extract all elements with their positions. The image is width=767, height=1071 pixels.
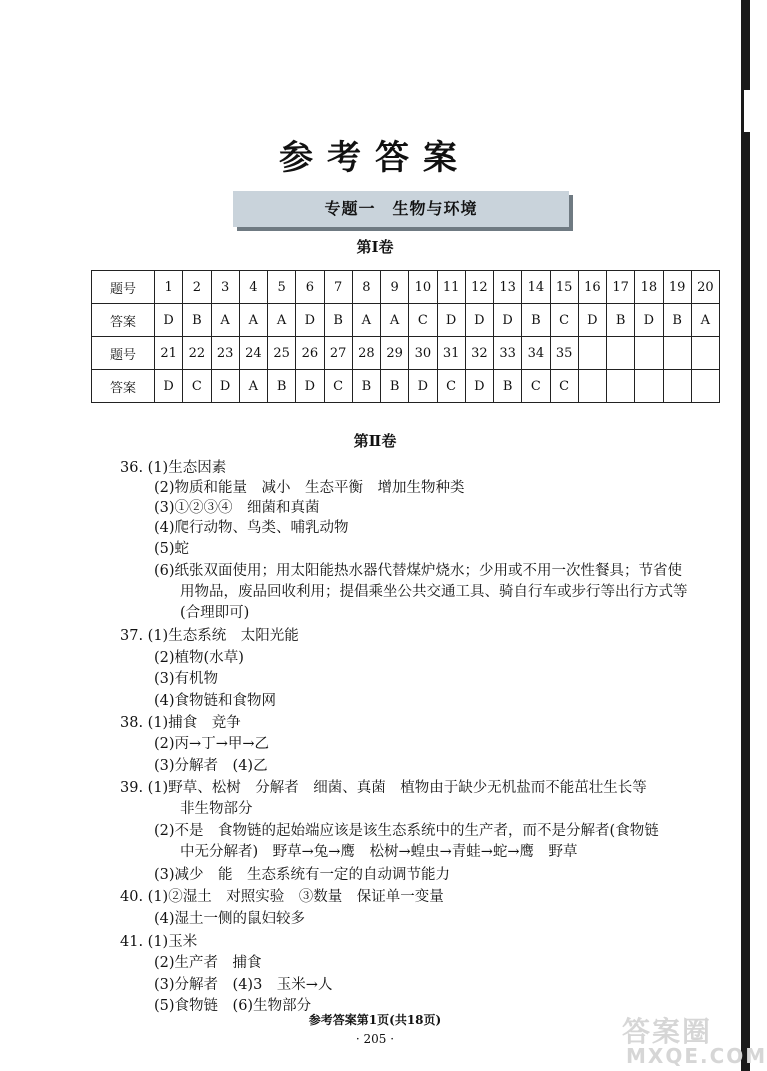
section-title-1: 第Ⅰ卷: [356, 238, 394, 256]
table-row: [92, 370, 720, 403]
table-cell: 13: [494, 271, 522, 304]
answer-line: (4)食物链和食物网: [154, 693, 277, 709]
table-cell: [663, 337, 691, 370]
table-cell: 7: [324, 271, 352, 304]
table-cell: 22: [183, 337, 211, 370]
table-cell: 33: [494, 337, 522, 370]
table-cell: C: [550, 370, 578, 403]
table-cell: D: [155, 304, 183, 337]
answer-line: (合理即可): [180, 605, 250, 621]
table-cell: C: [550, 304, 578, 337]
row-header: 答案: [92, 370, 155, 403]
table-cell: 15: [550, 271, 578, 304]
table-cell: D: [409, 370, 437, 403]
table-cell: B: [607, 304, 635, 337]
answer-line: 36. (1)生态因素: [120, 460, 227, 476]
table-cell: [691, 370, 719, 403]
table-cell: A: [239, 304, 267, 337]
answer-line: 41. (1)玉米: [120, 934, 198, 950]
table-cell: B: [268, 370, 296, 403]
table-cell: C: [324, 370, 352, 403]
table-cell: 21: [155, 337, 183, 370]
footer-page-number: · 205 ·: [355, 1032, 395, 1046]
answer-line: 用物品，废品回收利用；提倡乘坐公共交通工具、骑自行车或步行等出行方式等: [180, 584, 688, 600]
table-cell: B: [183, 304, 211, 337]
table-cell: 29: [381, 337, 409, 370]
answer-line: (2)不是 食物链的起始端应该是该生态系统中的生产者，而不是分解者(食物链: [154, 823, 659, 839]
table-row: [92, 304, 720, 337]
table-cell: 31: [437, 337, 465, 370]
table-cell: 20: [691, 271, 719, 304]
table-cell: 12: [465, 271, 493, 304]
table-cell: [663, 370, 691, 403]
table-cell: 18: [635, 271, 663, 304]
table-cell: 2: [183, 271, 211, 304]
table-cell: D: [494, 304, 522, 337]
table-cell: 5: [268, 271, 296, 304]
footer-page-info: 参考答案第1页(共18页): [308, 1013, 442, 1027]
table-cell: [635, 337, 663, 370]
table-cell: D: [465, 370, 493, 403]
table-cell: D: [635, 304, 663, 337]
answer-line: (3)减少 能 生态系统有一定的自动调节能力: [154, 867, 451, 883]
topic-banner-text: 专题一 生物与环境: [324, 199, 478, 218]
table-cell: 32: [465, 337, 493, 370]
answer-line: 中无分解者) 野草→兔→鹰 松树→蝗虫→青蛙→蛇→鹰 野草: [180, 844, 578, 860]
answer-line: (6)纸张双面使用；用太阳能热水器代替煤炉烧水；少用或不用一次性餐具；节省使: [154, 563, 683, 579]
answer-line: (2)丙→丁→甲→乙: [154, 736, 269, 752]
table-cell: 8: [352, 271, 380, 304]
table-cell: 25: [268, 337, 296, 370]
table-cell: A: [691, 304, 719, 337]
table-cell: D: [437, 304, 465, 337]
table-cell: A: [352, 304, 380, 337]
page-title: 参考答案: [279, 138, 471, 178]
table-cell: D: [465, 304, 493, 337]
table-cell: [607, 370, 635, 403]
answer-line: (2)物质和能量 减小 生态平衡 增加生物种类: [154, 480, 465, 496]
table-cell: 23: [211, 337, 239, 370]
table-cell: 24: [239, 337, 267, 370]
scan-edge-notch: [744, 90, 750, 132]
table-cell: A: [211, 304, 239, 337]
answer-line: (2)植物(水草): [154, 650, 244, 666]
table-cell: B: [522, 304, 550, 337]
watermark-text-en: MXQE.COM: [626, 1044, 767, 1068]
table-cell: 26: [296, 337, 324, 370]
table-cell: 4: [239, 271, 267, 304]
answer-line: 39. (1)野草、松树 分解者 细菌、真菌 植物由于缺少无机盐而不能茁壮生长等: [120, 780, 647, 796]
table-row: [92, 271, 720, 304]
answer-line: (4)爬行动物、鸟类、哺乳动物: [154, 520, 349, 536]
table-cell: B: [381, 370, 409, 403]
topic-banner: [233, 191, 569, 227]
table-cell: 14: [522, 271, 550, 304]
table-cell: D: [578, 304, 606, 337]
table-cell: 27: [324, 337, 352, 370]
answer-line: (3)分解者 (4)3 玉米→人: [154, 977, 333, 993]
table-cell: C: [437, 370, 465, 403]
watermark-logo: [612, 1010, 767, 1068]
table-cell: [578, 337, 606, 370]
table-cell: 35: [550, 337, 578, 370]
table-cell: C: [522, 370, 550, 403]
answer-line: (5)食物链 (6)生物部分: [154, 998, 312, 1014]
answer-line: 非生物部分: [180, 801, 253, 817]
answer-line: (3)分解者 (4)乙: [154, 758, 268, 774]
table-cell: 10: [409, 271, 437, 304]
table-cell: A: [381, 304, 409, 337]
watermark-text-cn: 答案圈: [622, 1015, 713, 1048]
table-cell: 30: [409, 337, 437, 370]
table-cell: 1: [155, 271, 183, 304]
table-cell: [578, 370, 606, 403]
answer-line: (3)①②③④ 细菌和真菌: [154, 500, 320, 516]
row-header: 题号: [92, 271, 155, 304]
table-row: [92, 337, 720, 370]
table-cell: B: [494, 370, 522, 403]
table-cell: [691, 337, 719, 370]
table-cell: 28: [352, 337, 380, 370]
table-cell: 11: [437, 271, 465, 304]
answer-line: 37. (1)生态系统 太阳光能: [120, 628, 299, 644]
table-cell: C: [183, 370, 211, 403]
table-cell: C: [409, 304, 437, 337]
answer-line: 40. (1)②湿土 对照实验 ③数量 保证单一变量: [120, 889, 444, 905]
table-cell: 16: [578, 271, 606, 304]
row-header: 题号: [92, 337, 155, 370]
section-title-2: 第Ⅱ卷: [353, 432, 397, 450]
table-cell: 34: [522, 337, 550, 370]
table-cell: D: [296, 370, 324, 403]
table-cell: B: [324, 304, 352, 337]
answer-line: (5)蛇: [154, 541, 190, 557]
table-cell: B: [352, 370, 380, 403]
table-cell: A: [239, 370, 267, 403]
table-cell: D: [296, 304, 324, 337]
answer-line: (2)生产者 捕食: [154, 955, 262, 971]
answer-line: (3)有机物: [154, 671, 219, 687]
table-cell: 6: [296, 271, 324, 304]
table-cell: D: [211, 370, 239, 403]
table-cell: 17: [607, 271, 635, 304]
table-cell: B: [663, 304, 691, 337]
table-cell: [607, 337, 635, 370]
answer-line: 38. (1)捕食 竞争: [120, 715, 241, 731]
answer-table: [91, 270, 720, 403]
table-cell: 3: [211, 271, 239, 304]
table-cell: 19: [663, 271, 691, 304]
row-header: 答案: [92, 304, 155, 337]
table-cell: A: [268, 304, 296, 337]
table-cell: 9: [381, 271, 409, 304]
table-cell: D: [155, 370, 183, 403]
answer-line: (4)湿土一侧的鼠妇较多: [154, 911, 306, 927]
table-cell: [635, 370, 663, 403]
